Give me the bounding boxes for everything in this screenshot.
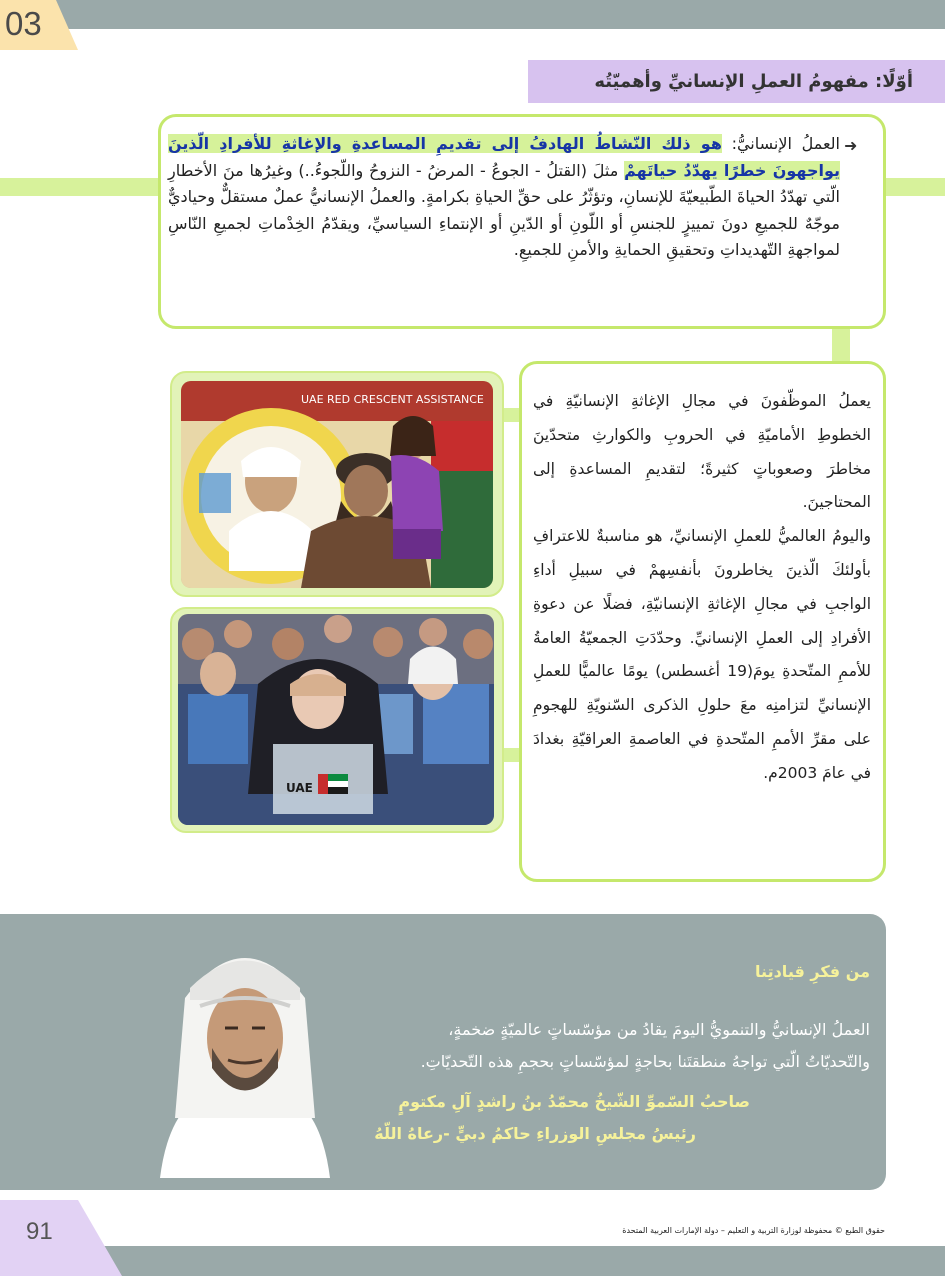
photo2-bag-text: UAE [286,781,313,795]
connector-left [0,178,160,196]
photo1-illustration [181,381,493,588]
definition-text [168,131,840,264]
photo-refugee-father-child [181,381,493,588]
chapter-number: 03 [5,5,42,42]
photo-children-with-bags [178,614,494,825]
page-tab [0,1200,122,1276]
arrow-icon: ➜ [844,136,858,155]
photo2-illustration [178,614,494,825]
author-name: صاحبُ السّموِّ الشّيخُ محمّدُ بنُ راشدٍ آلِ مكتومٍ [398,1092,750,1111]
section-title: أوّلًا: مفهومُ العملِ الإنسانيِّ وأهميّتُه [528,60,945,103]
body-paragraph-2: واليومُ العالميُّ للعملِ الإنسانيِّ، هو مناسبةٌ للاعترافِ بأولئكَ الّذينَ يخاطرونَ بأنفسِهمْ في سبيلِ أداءِ الواجبِ في مجالِ الإغاثةِ الإنسانيّةِ، فضلًا عن دعوةِ الأفرادِ إلى العملِ الإنسانيِّ. وحدّدَتِ الجمعيّةُ العامةُ للأممِ المتّحدةِ يومَ(19 أغسطس) يومًا عالميًّا للعملِ الإنسانيِّ لتزامنِه معَ حلولِ الذكرى السّنويّةِ للهجومِ على مقرِّ الأممِ المتّحدةِ في العاصمةِ العراقيّةِ بغدادَ في عامَ 2003م. [533,527,871,782]
definition-term: العملُ الإنسانيُّ: [721,134,840,153]
page-number: 91 [26,1218,53,1245]
connector-right [884,178,945,196]
quote-author [340,1086,750,1150]
quote-text [300,1014,870,1078]
definition-rest: مثلَ (القتلُ - الجوعُ - المرضُ - النزوحُ واللّجوءُ..) وغيرُها منَ الأخطارِ الّتي تهدّدُ الحياةَ الطّبيعيّةَ للإنسانِ، وتؤثّرُ على حقِّ الحياةِ بكرامةٍ. والعملُ الإنسانيُّ عملٌ مستقلٌّ وحياديٌّ موجّهٌ للجميعِ دونَ تمييزٍ للجنسِ أو اللّونِ أو الدّينِ أو الإنتماءِ السياسيِّ، ويقدّمُ الخِدْماتِ لجميعِ النّاسِ لمواجهةِ التّهديداتِ وتحقيقِ الحمايةِ والأمنِ للجميعِ. [168,160,840,260]
top-band [0,0,945,29]
copyright-notice: حقوق الطبع © محفوظة لوزارة التربية و التعليم – دولة الإمارات العربية المتحدة [622,1226,885,1235]
quote-line-2: والتّحديّاتُ الّتي تواجهُ منطقتَنا بحاجةٍ لمؤسّساتٍ بحجمِ هذه التّحديّاتِ. [420,1052,870,1071]
quote-heading: من فكرِ قيادتِنا [755,962,870,981]
body-paragraph-1: يعملُ الموظّفونَ في مجالِ الإغاثةِ الإنسانيّةِ في الخطوطِ الأماميّةِ في الحروبِ والكوارثِ متحدّينَ مخاطرَ وصعوباتٍ كثيرةً؛ لتقديمِ المساعدةِ إلى المحتاجينَ. [533,392,871,512]
definition-highlight: هو ذلك النّشاطُ الهادفُ إلى تقديمِ المساعدةِ والإغاثةِ للأفرادِ الّذينَ يواجهونَ خطرًا يهدّدُ حياتَهمْ [168,134,841,180]
body-text [533,385,871,791]
bottom-band [0,1246,945,1276]
photo1-banner-text: UAE RED CRESCENT ASSISTANCE [301,393,484,406]
quote-line-1: العملُ الإنسانيُّ والتنمويُّ اليومَ يقادُ من مؤسّساتٍ عالميّةٍ ضخمةٍ، [448,1020,870,1039]
connector-vertical [832,327,850,363]
author-title: رئيسُ مجلسِ الوزراءِ حاكمُ دبيٍّ -رعاهُ اللّهُ [374,1124,696,1143]
